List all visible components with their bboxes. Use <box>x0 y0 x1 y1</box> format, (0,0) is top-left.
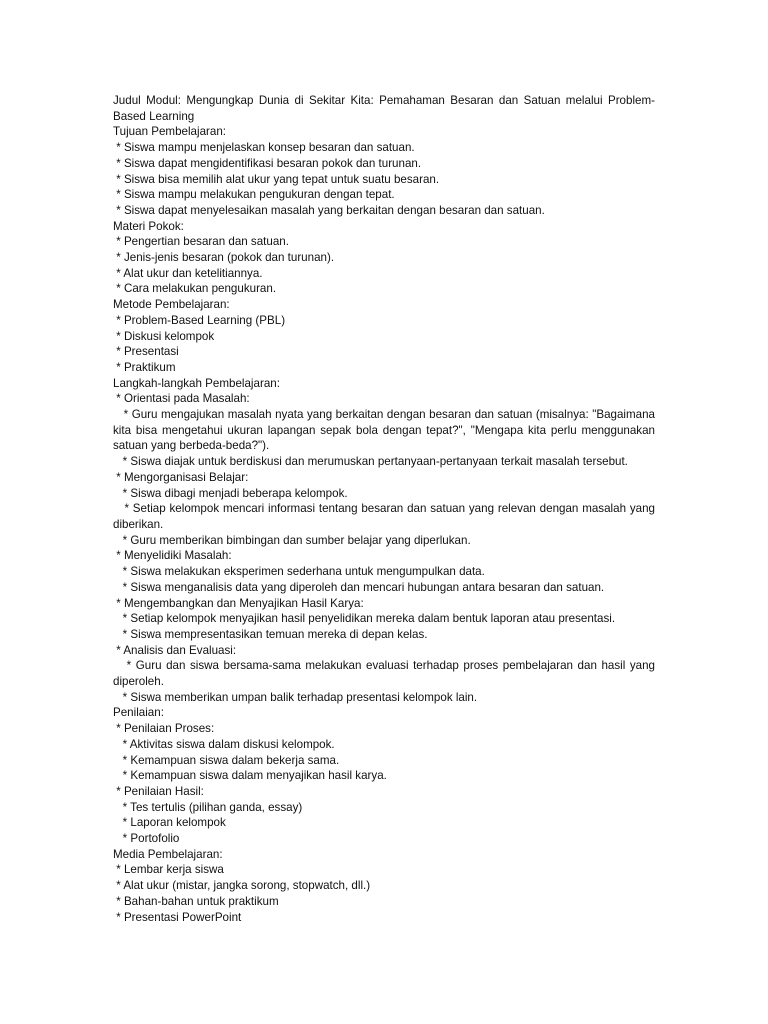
document-line: * Praktikum <box>113 360 176 374</box>
document-line: * Problem-Based Learning (PBL) <box>113 313 286 327</box>
document-line: * Menyelidiki Masalah: <box>113 549 232 563</box>
document-line: * Siswa mampu menjelaskan konsep besaran dan satuan. <box>113 141 415 155</box>
document-line: * Siswa diajak untuk berdiskusi dan merumuskan pertanyaan-pertanyaan terkait masalah tersebut. <box>113 455 628 469</box>
document-line: * Mengembangkan dan Menyajikan Hasil Karya: <box>113 596 364 610</box>
document-line: * Siswa mampu melakukan pengukuran dengan tepat. <box>113 188 395 202</box>
document-line: * Lembar kerja siswa <box>113 863 224 877</box>
document-line: * Pengertian besaran dan satuan. <box>113 235 289 249</box>
document-line: * Tes tertulis (pilihan ganda, essay) <box>113 800 303 814</box>
document-line: Tujuan Pembelajaran: <box>113 125 226 139</box>
document-line: Metode Pembelajaran: <box>113 298 230 312</box>
document-line: * Jenis-jenis besaran (pokok dan turunan). <box>113 251 335 265</box>
document-line: Langkah-langkah Pembelajaran: <box>113 376 280 390</box>
document-line: * Guru mengajukan masalah nyata yang berkaitan dengan besaran dan satuan (misalnya: "Bagaimana kita bisa mengetahui ukuran lapangan sepak bola dengan tepat?", "Mengapa kita perlu menggunakan satuan yang berbeda-beda?"). <box>113 408 659 453</box>
document-line: * Siswa menganalisis data yang diperoleh dan mencari hubungan antara besaran dan satuan. <box>113 580 605 594</box>
document-line: Penilaian: <box>113 706 164 720</box>
document-line: Media Pembelajaran: <box>113 847 223 861</box>
document-line: * Kemampuan siswa dalam menyajikan hasil karya. <box>113 769 387 783</box>
module-title: Judul Modul: Mengungkap Dunia di Sekitar Kita: Pemahaman Besaran dan Satuan melalui Problem-Based Learning <box>113 94 655 123</box>
document-line: * Siswa dapat menyelesaikan masalah yang berkaitan dengan besaran dan satuan. <box>113 203 545 217</box>
document-line: * Presentasi PowerPoint <box>113 910 242 924</box>
document-line: * Portofolio <box>113 832 180 846</box>
document-line: * Guru dan siswa bersama-sama melakukan evaluasi terhadap proses pembelajaran dan hasil yang diperoleh. <box>113 659 659 689</box>
document-line: * Siswa melakukan eksperimen sederhana untuk mengumpulkan data. <box>113 565 485 579</box>
document-line: * Siswa bisa memilih alat ukur yang tepat untuk suatu besaran. <box>113 172 440 186</box>
document-line: * Setiap kelompok mencari informasi tentang besaran dan satuan yang relevan dengan masalah yang diberikan. <box>113 502 659 531</box>
document-line: * Bahan-bahan untuk praktikum <box>113 894 279 908</box>
document-line: * Siswa mempresentasikan temuan mereka di depan kelas. <box>113 627 428 641</box>
document-body <box>113 93 659 925</box>
document-line: * Penilaian Hasil: <box>113 784 204 798</box>
document-line: * Siswa dibagi menjadi beberapa kelompok. <box>113 486 348 500</box>
document-line: * Setiap kelompok menyajikan hasil penyelidikan mereka dalam bentuk laporan atau presentasi. <box>113 612 616 626</box>
document-line: * Siswa dapat mengidentifikasi besaran pokok dan turunan. <box>113 156 422 170</box>
document-line: * Siswa memberikan umpan balik terhadap presentasi kelompok lain. <box>113 690 478 704</box>
document-line: * Penilaian Proses: <box>113 722 215 736</box>
document-line: * Analisis dan Evaluasi: <box>113 643 237 657</box>
document-line: * Mengorganisasi Belajar: <box>113 470 249 484</box>
document-line: Materi Pokok: <box>113 219 184 233</box>
document-line: * Guru memberikan bimbingan dan sumber belajar yang diperlukan. <box>113 533 471 547</box>
document-line: * Orientasi pada Masalah: <box>113 392 250 406</box>
document-line: * Aktivitas siswa dalam diskusi kelompok. <box>113 737 335 751</box>
document-line: * Kemampuan siswa dalam bekerja sama. <box>113 753 340 767</box>
document-line: * Presentasi <box>113 345 179 359</box>
document-line: * Diskusi kelompok <box>113 329 215 343</box>
document-line: * Alat ukur dan ketelitiannya. <box>113 266 263 280</box>
document-line: * Laporan kelompok <box>113 816 226 830</box>
document-line: * Alat ukur (mistar, jangka sorong, stopwatch, dll.) <box>113 879 371 893</box>
document-line: * Cara melakukan pengukuran. <box>113 282 277 296</box>
